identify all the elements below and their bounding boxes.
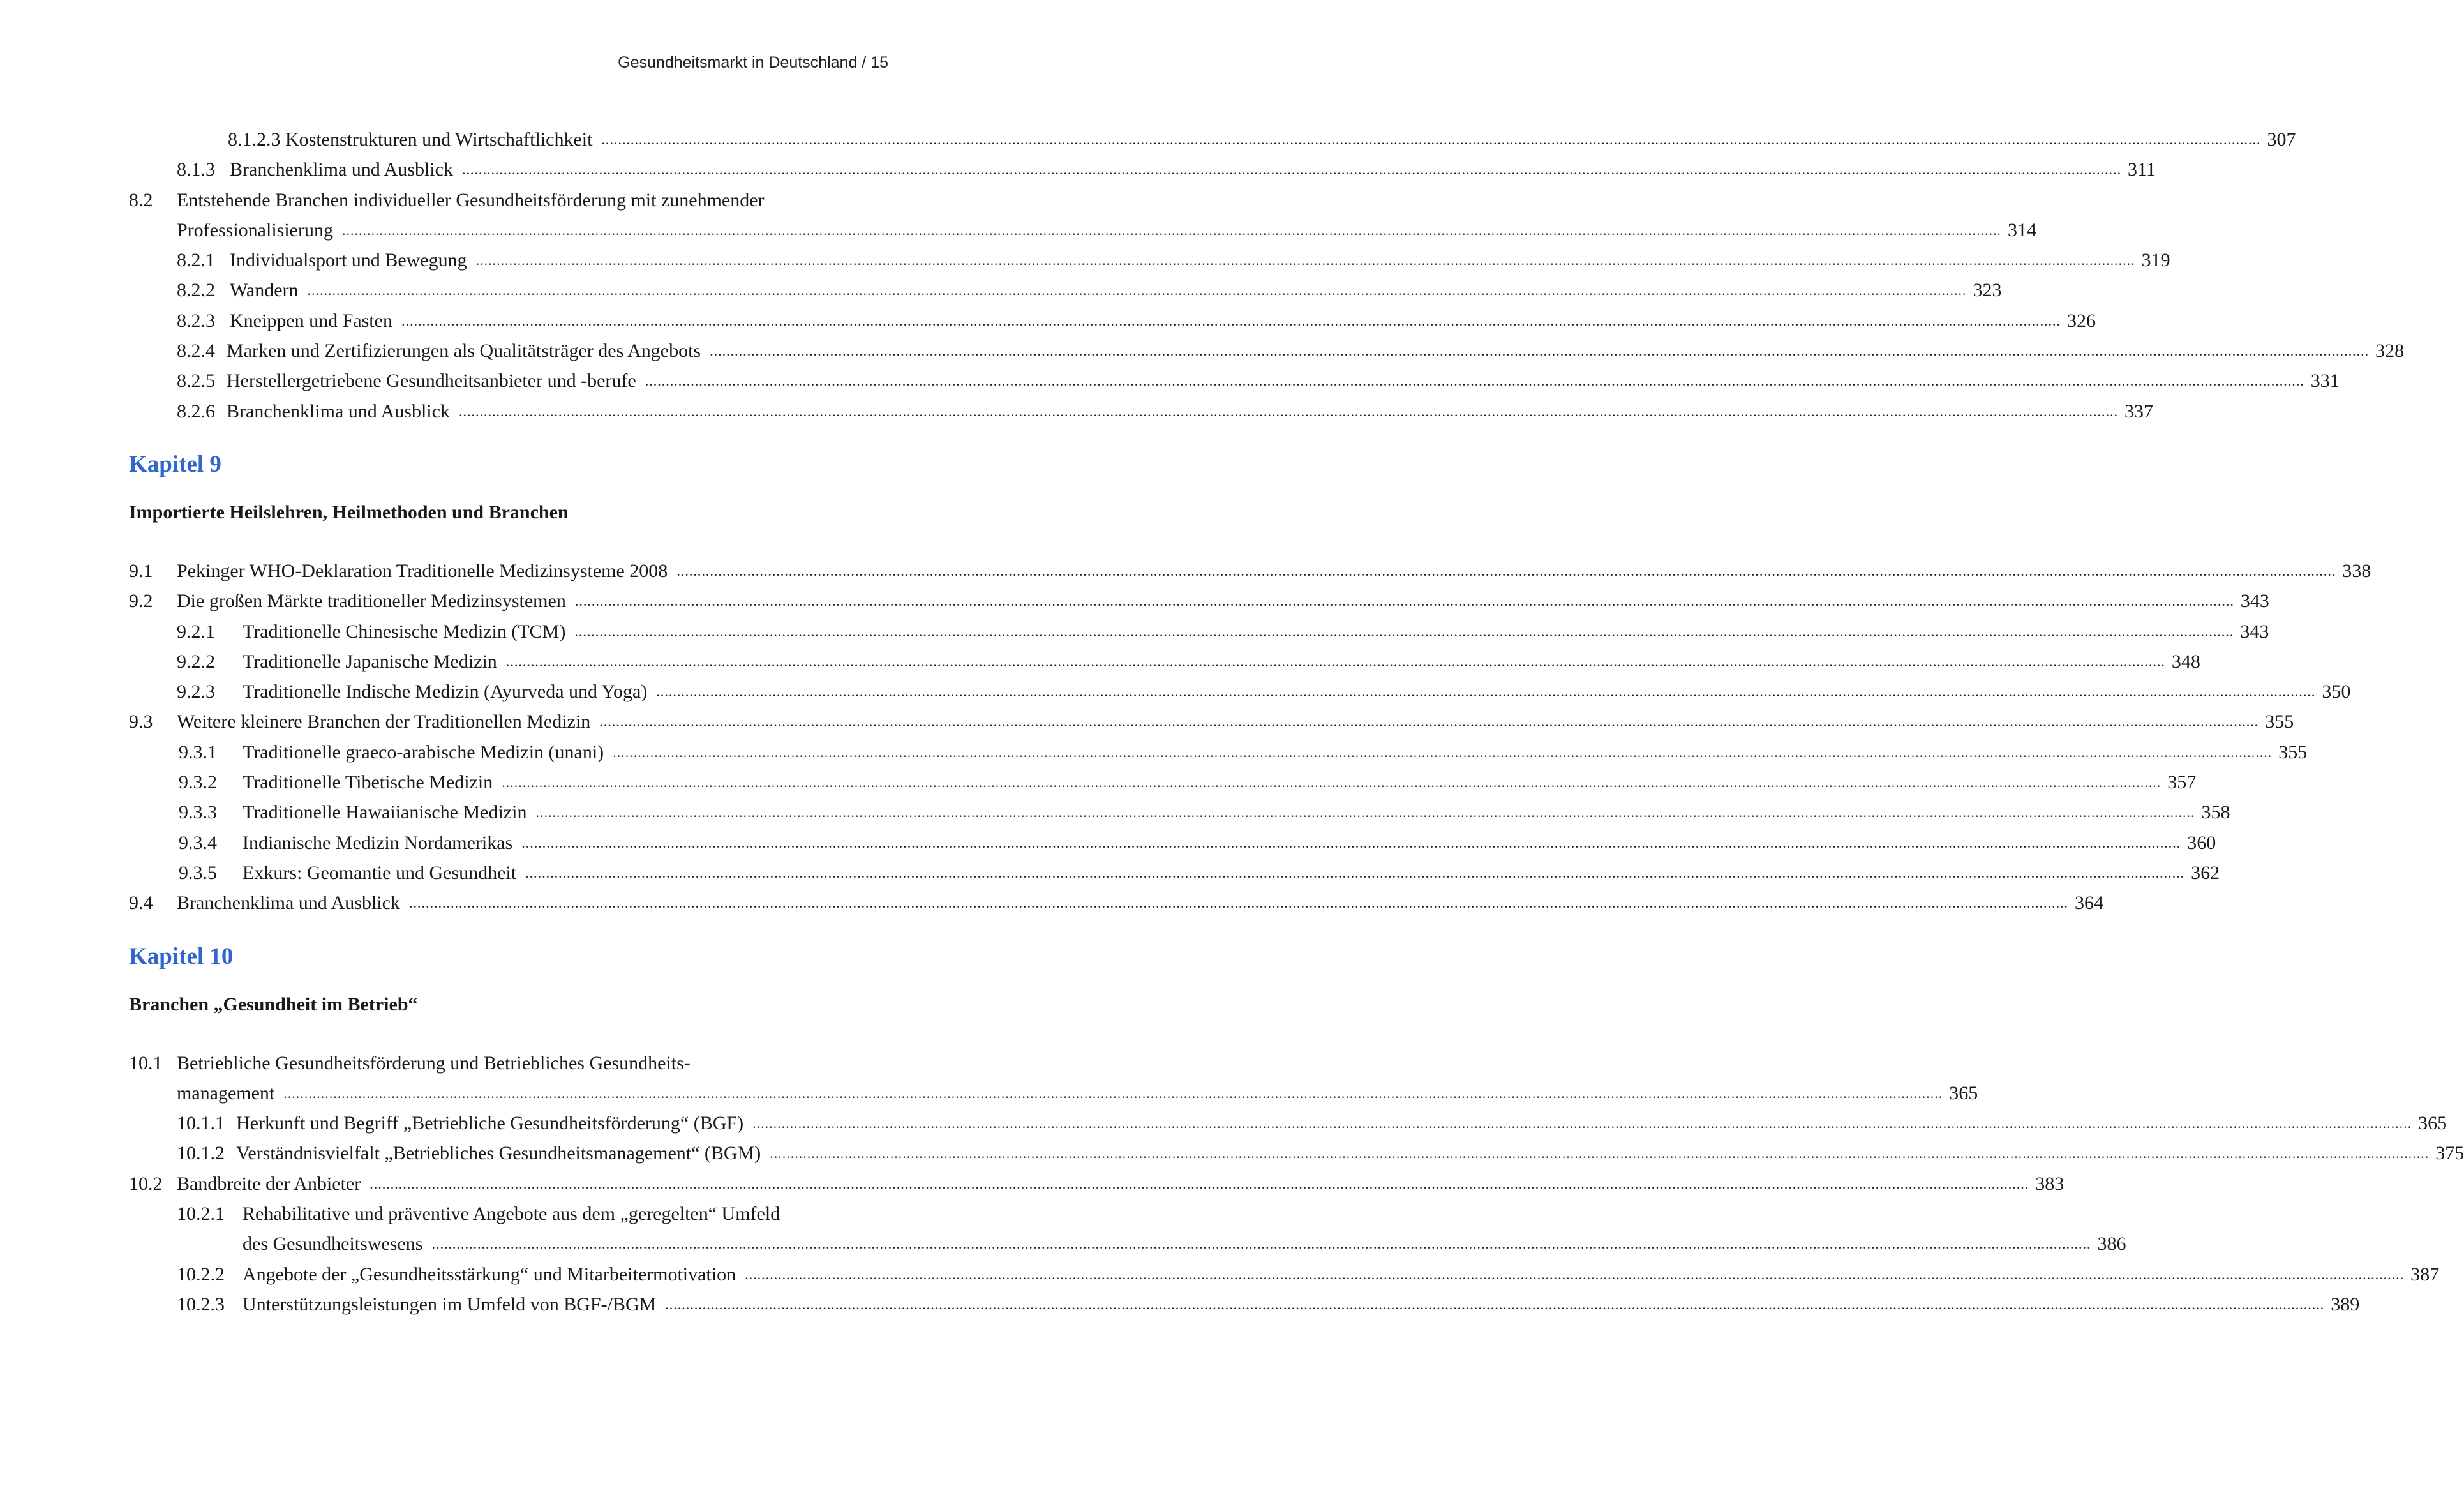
toc-dot-leader: ................................................................................................................................................................................................................................................................................................................................................................................................................	[535, 804, 2195, 821]
toc-entry-number: 9.3.4	[179, 832, 217, 853]
toc-entry-number: 8.2.4	[177, 340, 215, 362]
chapter-10-heading: Kapitel 10	[129, 943, 234, 970]
toc-entry-title: Betriebliche Gesundheitsförderung und Betriebliches Gesundheits-	[177, 1052, 691, 1074]
toc-entry-title: Entstehende Branchen individueller Gesundheitsförderung mit zunehmender	[177, 189, 765, 211]
toc-page-number: 365	[1949, 1082, 1978, 1104]
toc-entry-number: 9.3.2	[179, 772, 217, 793]
toc-page-number: 357	[2167, 772, 2197, 793]
toc-entry-title: Branchenklima und Ausblick	[227, 400, 450, 422]
toc-entry-title: Angebote der „Gesundheitsstärkung“ und Mitarbeitermotivation	[243, 1263, 736, 1285]
toc-entry[interactable]	[129, 336, 2405, 366]
toc-entry-title: Branchenklima und Ausblick	[230, 159, 453, 181]
toc-entry-title: Rehabilitative und präventive Angebote aus dem „geregelten“ Umfeld	[243, 1203, 780, 1225]
toc-entry-title: Bandbreite der Anbieter	[177, 1173, 361, 1194]
toc-entry-number: 10.2.1	[177, 1203, 225, 1225]
toc-entry[interactable]	[129, 737, 2308, 767]
toc-entry[interactable]	[129, 556, 2371, 586]
toc-entry[interactable]	[129, 617, 2269, 647]
toc-entry-title: Unterstützungsleistungen im Umfeld von BGF-/BGM	[243, 1293, 657, 1315]
toc-entry-title: Traditionelle Indische Medizin (Ayurveda und Yoga)	[243, 681, 648, 703]
toc-entry[interactable]	[129, 647, 2200, 677]
toc-entry-title: Traditionelle Chinesische Medizin (TCM)	[243, 620, 566, 642]
toc-entry[interactable]	[129, 185, 890, 215]
toc-entry-title: Herstellergetriebene Gesundheitsanbieter und -berufe	[227, 370, 636, 392]
toc-entry-number: 9.4	[129, 892, 153, 914]
chapter-10-title: Branchen „Gesundheit im Betrieb“	[129, 993, 418, 1015]
toc-entry-title: des Gesundheitswesens	[243, 1233, 423, 1255]
toc-dot-leader: ................................................................................................................................................................................................................................................................................................................................................................................................................	[710, 343, 2370, 359]
toc-dot-leader: ................................................................................................................................................................................................................................................................................................................................................................................................................	[665, 1296, 2325, 1312]
toc-entry-number: 10.1.1	[177, 1113, 225, 1134]
toc-entry-number: 9.2.2	[177, 650, 215, 672]
toc-page-number: 343	[2240, 620, 2269, 642]
toc-page-number: 350	[2322, 681, 2351, 703]
toc-entry[interactable]	[129, 707, 2294, 737]
toc-entry-title: Traditionelle graeco-arabische Medizin (unani)	[243, 741, 604, 763]
toc-entry-number: 8.2	[129, 189, 153, 211]
toc-dot-leader: ................................................................................................................................................................................................................................................................................................................................................................................................................	[770, 1145, 2430, 1162]
toc-entry-number: 9.2.1	[177, 620, 215, 642]
toc-entry[interactable]	[129, 306, 2096, 336]
toc-page-number: 319	[2141, 250, 2170, 271]
running-header: Gesundheitsmarkt in Deutschland / 15	[618, 54, 888, 71]
toc-dot-leader: ................................................................................................................................................................................................................................................................................................................................................................................................................	[656, 684, 2316, 700]
toc-dot-leader: ................................................................................................................................................................................................................................................................................................................................................................................................................	[645, 373, 2304, 389]
toc-entry[interactable]	[129, 767, 2197, 797]
toc-entry[interactable]	[129, 396, 2153, 426]
toc-dot-leader: ................................................................................................................................................................................................................................................................................................................................................................................................................	[401, 312, 2061, 329]
toc-entry-title: Branchenklima und Ausblick	[177, 892, 400, 914]
toc-entry-title: management	[177, 1082, 275, 1104]
toc-entry-title: Verständnisvielfalt „Betriebliches Gesundheitsmanagement“ (BGM)	[236, 1143, 761, 1164]
toc-entry[interactable]	[129, 1169, 2065, 1199]
toc-entry-title: Traditionelle Hawaiianische Medizin	[243, 802, 527, 823]
toc-entry-number: 10.2.2	[177, 1263, 225, 1285]
toc-entry[interactable]	[129, 366, 2340, 396]
toc-entry[interactable]	[129, 888, 2103, 918]
toc-page-number: 326	[2066, 310, 2096, 331]
toc-dot-leader: ................................................................................................................................................................................................................................................................................................................................................................................................................	[341, 221, 2001, 238]
toc-page-number: 328	[2375, 340, 2405, 362]
toc-entry[interactable]	[129, 1108, 2447, 1138]
toc-entry[interactable]	[129, 124, 2296, 154]
toc-entry-number: 8.2.1	[177, 250, 215, 271]
toc-block-chapter-8	[129, 124, 2405, 426]
toc-page-number: 355	[2265, 711, 2294, 733]
toc-page-number: 387	[2410, 1263, 2440, 1285]
toc-page-number: 383	[2035, 1173, 2065, 1194]
toc-entry-number: 9.3.5	[179, 862, 217, 883]
toc-dot-leader: ................................................................................................................................................................................................................................................................................................................................................................................................................	[521, 834, 2181, 851]
toc-page-number: 331	[2310, 370, 2340, 392]
toc-entry[interactable]	[129, 858, 2220, 888]
toc-entry[interactable]	[129, 215, 2036, 245]
toc-entry-title: Individualsport und Bewegung	[230, 250, 467, 271]
toc-entry[interactable]	[129, 677, 2351, 707]
toc-entry-number: 8.2.3	[177, 310, 215, 331]
toc-entry-title: Exkurs: Geomantie und Gesundheit	[243, 862, 517, 883]
toc-entry[interactable]	[129, 828, 2216, 858]
toc-page-number: 355	[2278, 741, 2308, 763]
toc-entry-number: 10.2	[129, 1173, 163, 1194]
toc-entry[interactable]	[129, 245, 2170, 275]
toc-dot-leader: ................................................................................................................................................................................................................................................................................................................................................................................................................	[283, 1084, 1943, 1101]
toc-dot-leader: ................................................................................................................................................................................................................................................................................................................................................................................................................	[601, 131, 2261, 147]
toc-page-number: 338	[2342, 560, 2371, 581]
toc-entry-number: 9.3	[129, 711, 153, 733]
toc-entry-number: 9.1	[129, 560, 153, 581]
toc-entry-title: Marken und Zertifizierungen als Qualitätsträger des Angebots	[227, 340, 701, 362]
toc-entry-number: 8.2.2	[177, 280, 215, 301]
toc-dot-leader: ................................................................................................................................................................................................................................................................................................................................................................................................................	[431, 1236, 2091, 1252]
toc-dot-leader: ................................................................................................................................................................................................................................................................................................................................................................................................................	[574, 623, 2234, 640]
toc-entry-title: Pekinger WHO-Deklaration Traditionelle Medizinsysteme 2008	[177, 560, 668, 581]
toc-entry-title: Weitere kleinere Branchen der Traditionellen Medizin	[177, 711, 591, 733]
toc-dot-leader: ................................................................................................................................................................................................................................................................................................................................................................................................................	[525, 864, 2185, 881]
toc-entry[interactable]	[129, 154, 2156, 184]
toc-entry[interactable]	[129, 1229, 2126, 1259]
toc-dot-leader: ................................................................................................................................................................................................................................................................................................................................................................................................................	[599, 714, 2259, 730]
toc-dot-leader: ................................................................................................................................................................................................................................................................................................................................................................................................................	[613, 744, 2273, 760]
toc-page-number: 337	[2124, 400, 2153, 422]
toc-entry-number: 9.2.3	[177, 681, 215, 703]
toc-entry[interactable]	[129, 1078, 1978, 1108]
toc-dot-leader: ................................................................................................................................................................................................................................................................................................................................................................................................................	[505, 653, 2165, 670]
toc-page-number: 314	[2007, 219, 2036, 241]
toc-dot-leader: ................................................................................................................................................................................................................................................................................................................................................................................................................	[745, 1266, 2405, 1282]
toc-entry-number: 9.3.1	[179, 741, 217, 763]
toc-dot-leader: ................................................................................................................................................................................................................................................................................................................................................................................................................	[676, 562, 2336, 579]
toc-entry-number: 10.2.3	[177, 1293, 225, 1315]
toc-page-number: 364	[2074, 892, 2103, 914]
toc-entry-number: 10.1.2	[177, 1143, 225, 1164]
toc-entry-title: Traditionelle Tibetische Medizin	[243, 772, 493, 793]
toc-page-number: 348	[2171, 650, 2200, 672]
toc-entry[interactable]	[129, 1138, 2464, 1168]
toc-entry[interactable]	[129, 1048, 890, 1078]
toc-entry-title: Kneippen und Fasten	[230, 310, 392, 331]
toc-entry-title: Herkunft und Begriff „Betriebliche Gesundheitsförderung“ (BGF)	[236, 1113, 744, 1134]
toc-entry-title: Indianische Medizin Nordamerikas	[243, 832, 513, 853]
toc-entry-number: 8.2.6	[177, 400, 215, 422]
toc-dot-leader: ................................................................................................................................................................................................................................................................................................................................................................................................................	[752, 1115, 2412, 1132]
toc-dot-leader: ................................................................................................................................................................................................................................................................................................................................................................................................................	[475, 252, 2135, 269]
toc-page-number: 323	[1973, 280, 2002, 301]
chapter-9-heading: Kapitel 9	[129, 451, 221, 477]
toc-entry-number: 10.1	[129, 1052, 163, 1074]
toc-page-number: 365	[2418, 1113, 2447, 1134]
toc-page-number: 386	[2097, 1233, 2126, 1255]
toc-page-number: 358	[2201, 802, 2230, 823]
chapter-9-title: Importierte Heilslehren, Heilmethoden und Branchen	[129, 501, 569, 523]
toc-dot-leader: ................................................................................................................................................................................................................................................................................................................................................................................................................	[458, 403, 2118, 419]
toc-entry[interactable]	[129, 1289, 2360, 1319]
toc-entry-title: Wandern	[230, 280, 299, 301]
toc-block-chapter-9	[129, 556, 2371, 919]
toc-entry[interactable]	[129, 275, 2002, 305]
toc-page-number: 362	[2191, 862, 2220, 883]
toc-dot-leader: ................................................................................................................................................................................................................................................................................................................................................................................................................	[408, 895, 2068, 912]
toc-dot-leader: ................................................................................................................................................................................................................................................................................................................................................................................................................	[574, 593, 2234, 610]
toc-page-number: 307	[2267, 129, 2296, 150]
toc-entry[interactable]	[129, 1259, 2440, 1289]
toc-entry[interactable]	[129, 797, 2230, 827]
toc-entry-number: 9.3.3	[179, 802, 217, 823]
toc-page-number: 360	[2187, 832, 2216, 853]
toc-entry-number: 9.2	[129, 590, 153, 612]
toc-entry[interactable]	[129, 586, 2269, 616]
toc-dot-leader: ................................................................................................................................................................................................................................................................................................................................................................................................................	[502, 774, 2162, 791]
toc-entry-title: Professionalisierung	[177, 219, 333, 241]
toc-entry[interactable]	[129, 1199, 890, 1229]
toc-entry-title: 8.1.2.3 Kostenstrukturen und Wirtschaftlichkeit	[228, 129, 593, 150]
toc-block-chapter-10	[129, 1048, 2464, 1320]
table-of-contents	[129, 124, 2464, 1319]
toc-dot-leader: ................................................................................................................................................................................................................................................................................................................................................................................................................	[307, 282, 1967, 299]
toc-page-number: 311	[2127, 159, 2156, 181]
toc-page-number: 389	[2331, 1293, 2360, 1315]
toc-entry-number: 8.1.3	[177, 159, 215, 181]
toc-dot-leader: ................................................................................................................................................................................................................................................................................................................................................................................................................	[370, 1175, 2029, 1192]
toc-entry-title: Traditionelle Japanische Medizin	[243, 650, 497, 672]
toc-entry-number: 8.2.5	[177, 370, 215, 392]
toc-page-number: 375	[2435, 1143, 2464, 1164]
toc-page-number: 343	[2240, 590, 2269, 612]
toc-entry-title: Die großen Märkte traditioneller Medizinsystemen	[177, 590, 566, 612]
toc-dot-leader: ................................................................................................................................................................................................................................................................................................................................................................................................................	[461, 161, 2121, 178]
